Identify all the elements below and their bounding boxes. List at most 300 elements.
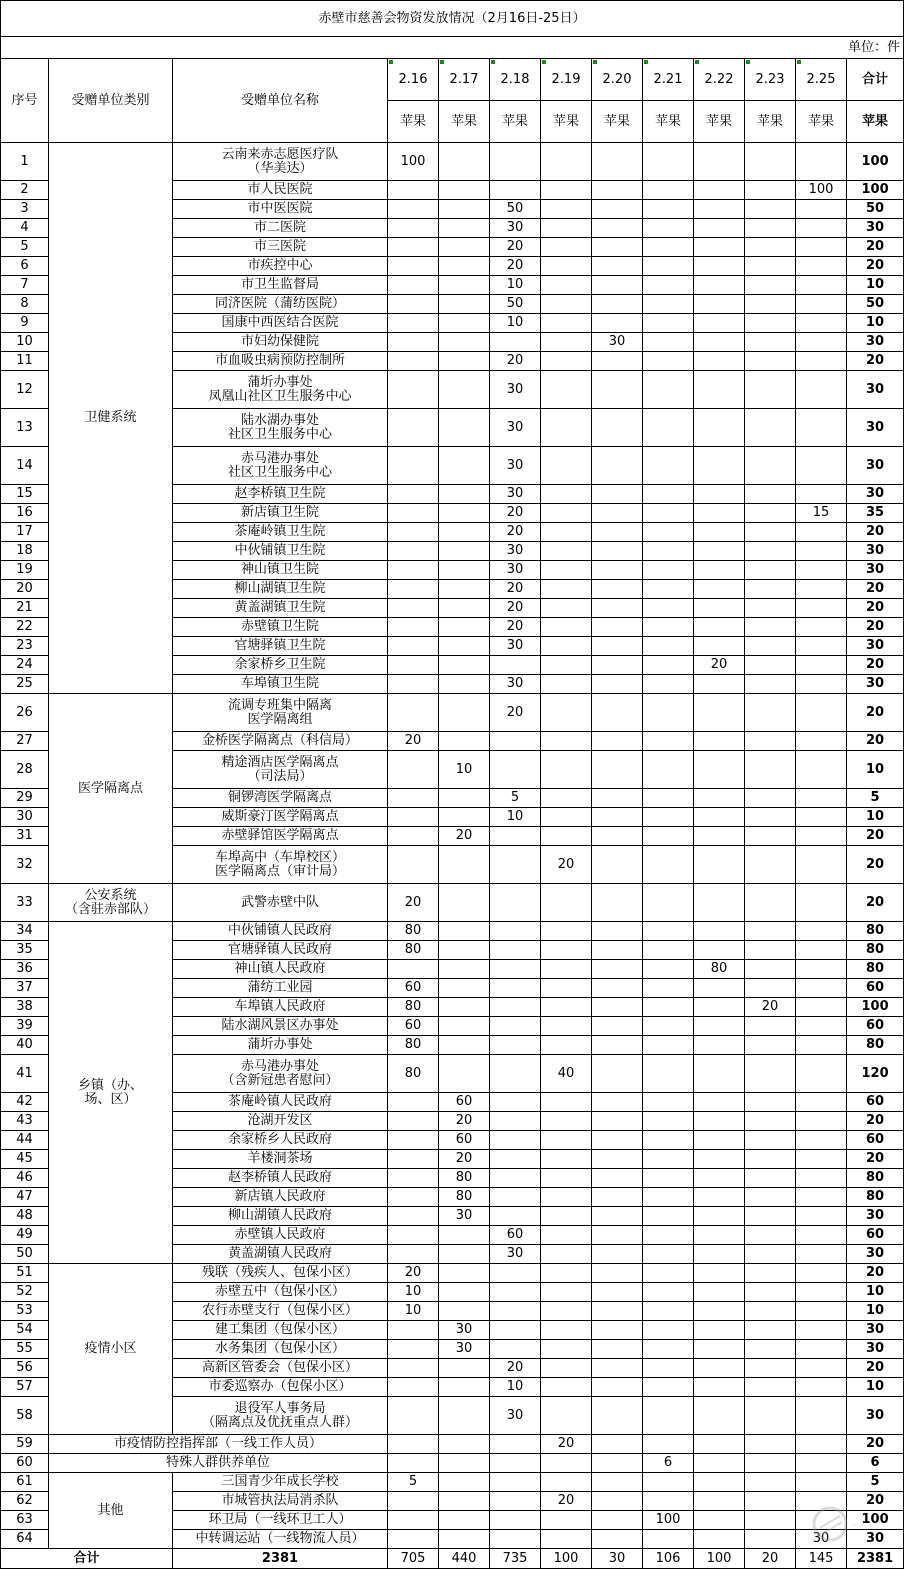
quantity-cell: 20: [490, 238, 541, 257]
quantity-cell: [796, 219, 847, 238]
recipient-name: 陆水湖办事处 社区卫生服务中心: [173, 409, 388, 447]
category-merged-cell: 市疫情防控指挥部（一线工作人员）: [49, 1435, 388, 1454]
quantity-cell: [541, 409, 592, 447]
row-total: 20: [847, 827, 904, 846]
quantity-cell: [643, 960, 694, 979]
row-total: 100: [847, 143, 904, 181]
quantity-cell: [490, 960, 541, 979]
quantity-cell: [796, 200, 847, 219]
quantity-cell: [439, 523, 490, 542]
quantity-cell: [796, 409, 847, 447]
quantity-cell: [592, 1473, 643, 1492]
quantity-cell: [694, 1264, 745, 1283]
quantity-cell: [541, 827, 592, 846]
quantity-cell: [745, 200, 796, 219]
quantity-cell: 20: [541, 1492, 592, 1511]
row-seq: 27: [1, 732, 49, 751]
quantity-cell: [796, 1112, 847, 1131]
quantity-cell: [643, 675, 694, 694]
recipient-name: 黄盖湖镇卫生院: [173, 599, 388, 618]
recipient-name: 市三医院: [173, 238, 388, 257]
row-total: 20: [847, 257, 904, 276]
quantity-cell: [388, 447, 439, 485]
quantity-cell: [439, 998, 490, 1017]
quantity-cell: [796, 998, 847, 1017]
quantity-cell: [694, 314, 745, 333]
quantity-cell: [745, 1188, 796, 1207]
quantity-cell: [388, 352, 439, 371]
quantity-cell: [541, 1245, 592, 1264]
quantity-cell: [592, 1112, 643, 1131]
watermark-logo-icon: [808, 1494, 898, 1554]
quantity-cell: 20: [439, 1112, 490, 1131]
quantity-cell: [592, 409, 643, 447]
quantity-cell: [643, 523, 694, 542]
recipient-name: 官塘驿镇人民政府: [173, 941, 388, 960]
quantity-cell: [694, 1397, 745, 1435]
quantity-cell: [643, 656, 694, 675]
recipient-name: 市城管执法局消杀队: [173, 1492, 388, 1511]
quantity-cell: [745, 1055, 796, 1093]
quantity-cell: [592, 1017, 643, 1036]
quantity-cell: [796, 1245, 847, 1264]
quantity-cell: [439, 409, 490, 447]
quantity-cell: [694, 846, 745, 884]
quantity-cell: [694, 1169, 745, 1188]
quantity-cell: [643, 1378, 694, 1397]
quantity-cell: [541, 333, 592, 352]
quantity-cell: [541, 200, 592, 219]
quantity-cell: [439, 1036, 490, 1055]
row-seq: 12: [1, 371, 49, 409]
quantity-cell: [643, 1397, 694, 1435]
quantity-cell: [541, 257, 592, 276]
row-seq: 4: [1, 219, 49, 238]
quantity-cell: [592, 542, 643, 561]
quantity-cell: [643, 827, 694, 846]
row-seq: 22: [1, 618, 49, 637]
quantity-cell: [592, 580, 643, 599]
quantity-cell: [541, 276, 592, 295]
quantity-cell: 20: [439, 1150, 490, 1169]
cell-comment-marker: [695, 60, 699, 64]
quantity-cell: [745, 732, 796, 751]
quantity-cell: [439, 181, 490, 200]
header-seq: 序号: [1, 59, 49, 143]
quantity-cell: [388, 1207, 439, 1226]
quantity-cell: [388, 238, 439, 257]
header-name: 受赠单位名称: [173, 59, 388, 143]
quantity-cell: [694, 694, 745, 732]
quantity-cell: [439, 941, 490, 960]
quantity-cell: [592, 1435, 643, 1454]
quantity-cell: [796, 1359, 847, 1378]
quantity-cell: [796, 827, 847, 846]
quantity-cell: [643, 1321, 694, 1340]
quantity-cell: [643, 1036, 694, 1055]
quantity-cell: [694, 1473, 745, 1492]
quantity-cell: [643, 181, 694, 200]
quantity-cell: [694, 295, 745, 314]
quantity-cell: [541, 599, 592, 618]
quantity-cell: [490, 751, 541, 789]
quantity-cell: [490, 979, 541, 998]
quantity-cell: 80: [388, 922, 439, 941]
quantity-cell: [745, 1454, 796, 1473]
row-seq: 23: [1, 637, 49, 656]
quantity-cell: [592, 732, 643, 751]
quantity-cell: [694, 485, 745, 504]
recipient-name: 精途酒店医学隔离点 （司法局）: [173, 751, 388, 789]
quantity-cell: [694, 789, 745, 808]
recipient-name: 威斯豪汀医学隔离点: [173, 808, 388, 827]
quantity-cell: [694, 675, 745, 694]
row-total: 30: [847, 1321, 904, 1340]
row-total: 60: [847, 979, 904, 998]
quantity-cell: [694, 941, 745, 960]
recipient-name: 羊楼洞茶场: [173, 1150, 388, 1169]
quantity-cell: [796, 485, 847, 504]
quantity-cell: [439, 694, 490, 732]
row-seq: 7: [1, 276, 49, 295]
quantity-cell: [592, 1188, 643, 1207]
quantity-cell: [643, 200, 694, 219]
quantity-cell: [541, 789, 592, 808]
header-date: 2.25: [796, 59, 847, 101]
row-total: 20: [847, 846, 904, 884]
header-item: 苹果: [388, 101, 439, 143]
quantity-cell: 30: [490, 409, 541, 447]
table-row: [1, 1264, 904, 1283]
row-seq: 38: [1, 998, 49, 1017]
quantity-cell: [643, 599, 694, 618]
quantity-cell: [643, 314, 694, 333]
quantity-cell: [388, 1188, 439, 1207]
quantity-cell: [643, 219, 694, 238]
quantity-cell: [643, 1264, 694, 1283]
row-seq: 56: [1, 1359, 49, 1378]
quantity-cell: [388, 1131, 439, 1150]
quantity-cell: 30: [490, 1245, 541, 1264]
quantity-cell: [745, 979, 796, 998]
quantity-cell: [439, 257, 490, 276]
quantity-cell: [388, 1359, 439, 1378]
quantity-cell: [643, 1017, 694, 1036]
quantity-cell: [490, 732, 541, 751]
quantity-cell: [745, 1017, 796, 1036]
quantity-cell: [796, 1397, 847, 1435]
quantity-cell: [541, 922, 592, 941]
cell-comment-marker: [644, 60, 648, 64]
quantity-cell: [643, 922, 694, 941]
footer-date-total: 735: [490, 1549, 541, 1569]
quantity-cell: [541, 1511, 592, 1530]
quantity-cell: 30: [439, 1321, 490, 1340]
row-total: 5: [847, 789, 904, 808]
quantity-cell: [745, 447, 796, 485]
quantity-cell: [745, 485, 796, 504]
row-total: 10: [847, 1302, 904, 1321]
quantity-cell: [592, 1226, 643, 1245]
row-total: 10: [847, 1378, 904, 1397]
quantity-cell: [694, 1340, 745, 1359]
quantity-cell: [388, 542, 439, 561]
quantity-cell: [745, 1245, 796, 1264]
row-seq: 19: [1, 561, 49, 580]
quantity-cell: [388, 276, 439, 295]
quantity-cell: 20: [490, 580, 541, 599]
quantity-cell: [592, 808, 643, 827]
row-seq: 26: [1, 694, 49, 732]
quantity-cell: [592, 656, 643, 675]
quantity-cell: 20: [388, 1264, 439, 1283]
quantity-cell: [541, 808, 592, 827]
row-total: 20: [847, 1492, 904, 1511]
recipient-name: 铜锣湾医学隔离点: [173, 789, 388, 808]
footer-date-total: 145: [796, 1549, 847, 1569]
row-total: 30: [847, 1397, 904, 1435]
quantity-cell: 30: [490, 219, 541, 238]
quantity-cell: [541, 732, 592, 751]
quantity-cell: 20: [490, 504, 541, 523]
quantity-cell: [592, 1055, 643, 1093]
quantity-cell: [694, 732, 745, 751]
quantity-cell: [592, 238, 643, 257]
quantity-cell: [541, 1302, 592, 1321]
footer-date-total: 30: [592, 1549, 643, 1569]
row-total: 10: [847, 276, 904, 295]
quantity-cell: [796, 751, 847, 789]
quantity-cell: [388, 694, 439, 732]
cell-comment-marker: [440, 60, 444, 64]
quantity-cell: [745, 1511, 796, 1530]
quantity-cell: [439, 1473, 490, 1492]
quantity-cell: 50: [490, 200, 541, 219]
row-total: 20: [847, 884, 904, 922]
quantity-cell: [796, 1321, 847, 1340]
quantity-cell: 80: [388, 941, 439, 960]
quantity-cell: [643, 276, 694, 295]
row-seq: 11: [1, 352, 49, 371]
quantity-cell: 30: [490, 561, 541, 580]
quantity-cell: [541, 1169, 592, 1188]
quantity-cell: [388, 181, 439, 200]
quantity-cell: [592, 1397, 643, 1435]
quantity-cell: [694, 238, 745, 257]
quantity-cell: 10: [388, 1302, 439, 1321]
row-seq: 10: [1, 333, 49, 352]
quantity-cell: [439, 1245, 490, 1264]
quantity-cell: [643, 808, 694, 827]
quantity-cell: [388, 1492, 439, 1511]
quantity-cell: [694, 580, 745, 599]
quantity-cell: [796, 1150, 847, 1169]
recipient-name: 赤马港办事处 （含新冠患者慰问）: [173, 1055, 388, 1093]
row-seq: 3: [1, 200, 49, 219]
row-total: 10: [847, 751, 904, 789]
quantity-cell: [796, 1169, 847, 1188]
quantity-cell: [541, 1378, 592, 1397]
quantity-cell: [388, 789, 439, 808]
recipient-name: 新店镇卫生院: [173, 504, 388, 523]
quantity-cell: [541, 523, 592, 542]
quantity-cell: [439, 371, 490, 409]
quantity-cell: [388, 1093, 439, 1112]
table-row: [1, 1473, 904, 1492]
quantity-cell: 15: [796, 504, 847, 523]
quantity-cell: [388, 827, 439, 846]
row-seq: 37: [1, 979, 49, 998]
recipient-name: 中伙铺镇卫生院: [173, 542, 388, 561]
quantity-cell: [490, 1112, 541, 1131]
quantity-cell: [439, 1378, 490, 1397]
quantity-cell: [796, 1188, 847, 1207]
row-seq: 58: [1, 1397, 49, 1435]
quantity-cell: [796, 694, 847, 732]
quantity-cell: [592, 523, 643, 542]
cell-comment-marker: [491, 60, 495, 64]
recipient-name: 中转调运站（一线物流人员）: [173, 1530, 388, 1549]
quantity-cell: [592, 1321, 643, 1340]
quantity-cell: 10: [388, 1283, 439, 1302]
quantity-cell: [592, 1131, 643, 1150]
quantity-cell: 30: [490, 447, 541, 485]
quantity-cell: [643, 1435, 694, 1454]
quantity-cell: [490, 1264, 541, 1283]
quantity-cell: [694, 1112, 745, 1131]
cell-comment-marker: [593, 60, 597, 64]
quantity-cell: 10: [439, 751, 490, 789]
quantity-cell: [745, 1492, 796, 1511]
row-total: 20: [847, 694, 904, 732]
quantity-cell: [541, 751, 592, 789]
quantity-cell: [490, 656, 541, 675]
quantity-cell: [745, 637, 796, 656]
quantity-cell: [745, 295, 796, 314]
quantity-cell: [796, 143, 847, 181]
quantity-cell: [541, 941, 592, 960]
quantity-cell: [439, 1264, 490, 1283]
row-seq: 25: [1, 675, 49, 694]
quantity-cell: [490, 1036, 541, 1055]
quantity-cell: [592, 1093, 643, 1112]
quantity-cell: [439, 238, 490, 257]
recipient-name: 蒲圻办事处: [173, 1036, 388, 1055]
quantity-cell: [643, 1207, 694, 1226]
quantity-cell: [592, 371, 643, 409]
quantity-cell: [490, 333, 541, 352]
quantity-cell: [388, 1226, 439, 1245]
quantity-cell: [643, 542, 694, 561]
quantity-cell: [694, 1359, 745, 1378]
quantity-cell: [541, 143, 592, 181]
quantity-cell: [796, 1055, 847, 1093]
quantity-cell: [694, 922, 745, 941]
row-total: 120: [847, 1055, 904, 1093]
quantity-cell: [541, 884, 592, 922]
quantity-cell: [541, 1017, 592, 1036]
recipient-name: 高新区管委会（包保小区）: [173, 1359, 388, 1378]
quantity-cell: [388, 599, 439, 618]
quantity-cell: [541, 504, 592, 523]
quantity-cell: [694, 504, 745, 523]
quantity-cell: 30: [490, 1397, 541, 1435]
quantity-cell: [694, 1017, 745, 1036]
quantity-cell: [745, 675, 796, 694]
header-category: 受赠单位类别: [49, 59, 173, 143]
quantity-cell: [592, 941, 643, 960]
quantity-cell: [643, 618, 694, 637]
recipient-name: 市委巡察办（包保小区）: [173, 1378, 388, 1397]
quantity-cell: [694, 523, 745, 542]
quantity-cell: [490, 1055, 541, 1093]
quantity-cell: [745, 561, 796, 580]
quantity-cell: [541, 694, 592, 732]
quantity-cell: [439, 1397, 490, 1435]
quantity-cell: [592, 485, 643, 504]
recipient-name: 残联（残疾人、包保小区）: [173, 1264, 388, 1283]
quantity-cell: [694, 1036, 745, 1055]
row-total: 30: [847, 637, 904, 656]
quantity-cell: [745, 333, 796, 352]
row-seq: 42: [1, 1093, 49, 1112]
cell-comment-marker: [542, 60, 546, 64]
row-seq: 34: [1, 922, 49, 941]
row-seq: 28: [1, 751, 49, 789]
quantity-cell: [541, 656, 592, 675]
row-total: 30: [847, 1207, 904, 1226]
quantity-cell: [541, 1473, 592, 1492]
quantity-cell: 100: [796, 181, 847, 200]
quantity-cell: [592, 1359, 643, 1378]
recipient-name: 蒲圻办事处 凤凰山社区卫生服务中心: [173, 371, 388, 409]
recipient-name: 赤马港办事处 社区卫生服务中心: [173, 447, 388, 485]
quantity-cell: 100: [388, 143, 439, 181]
quantity-cell: [490, 143, 541, 181]
quantity-cell: [592, 618, 643, 637]
quantity-cell: [439, 675, 490, 694]
quantity-cell: [439, 504, 490, 523]
row-seq: 1: [1, 143, 49, 181]
row-seq: 13: [1, 409, 49, 447]
quantity-cell: [388, 580, 439, 599]
quantity-cell: [796, 447, 847, 485]
quantity-cell: [796, 789, 847, 808]
quantity-cell: 20: [439, 827, 490, 846]
row-total: 60: [847, 1226, 904, 1245]
category-cell: 疫情小区: [49, 1264, 173, 1435]
quantity-cell: 20: [745, 998, 796, 1017]
row-seq: 14: [1, 447, 49, 485]
row-total: 30: [847, 542, 904, 561]
quantity-cell: [643, 1150, 694, 1169]
quantity-cell: [796, 561, 847, 580]
quantity-cell: [541, 1093, 592, 1112]
quantity-cell: [541, 447, 592, 485]
quantity-cell: [745, 371, 796, 409]
recipient-name: 中伙铺镇人民政府: [173, 922, 388, 941]
row-seq: 54: [1, 1321, 49, 1340]
quantity-cell: [694, 257, 745, 276]
quantity-cell: [745, 1093, 796, 1112]
row-total: 30: [847, 409, 904, 447]
quantity-cell: [388, 751, 439, 789]
quantity-cell: [745, 827, 796, 846]
recipient-name: 退役军人事务局 （隔离点及优抚重点人群）: [173, 1397, 388, 1435]
quantity-cell: [643, 352, 694, 371]
quantity-cell: [745, 941, 796, 960]
quantity-cell: [592, 447, 643, 485]
